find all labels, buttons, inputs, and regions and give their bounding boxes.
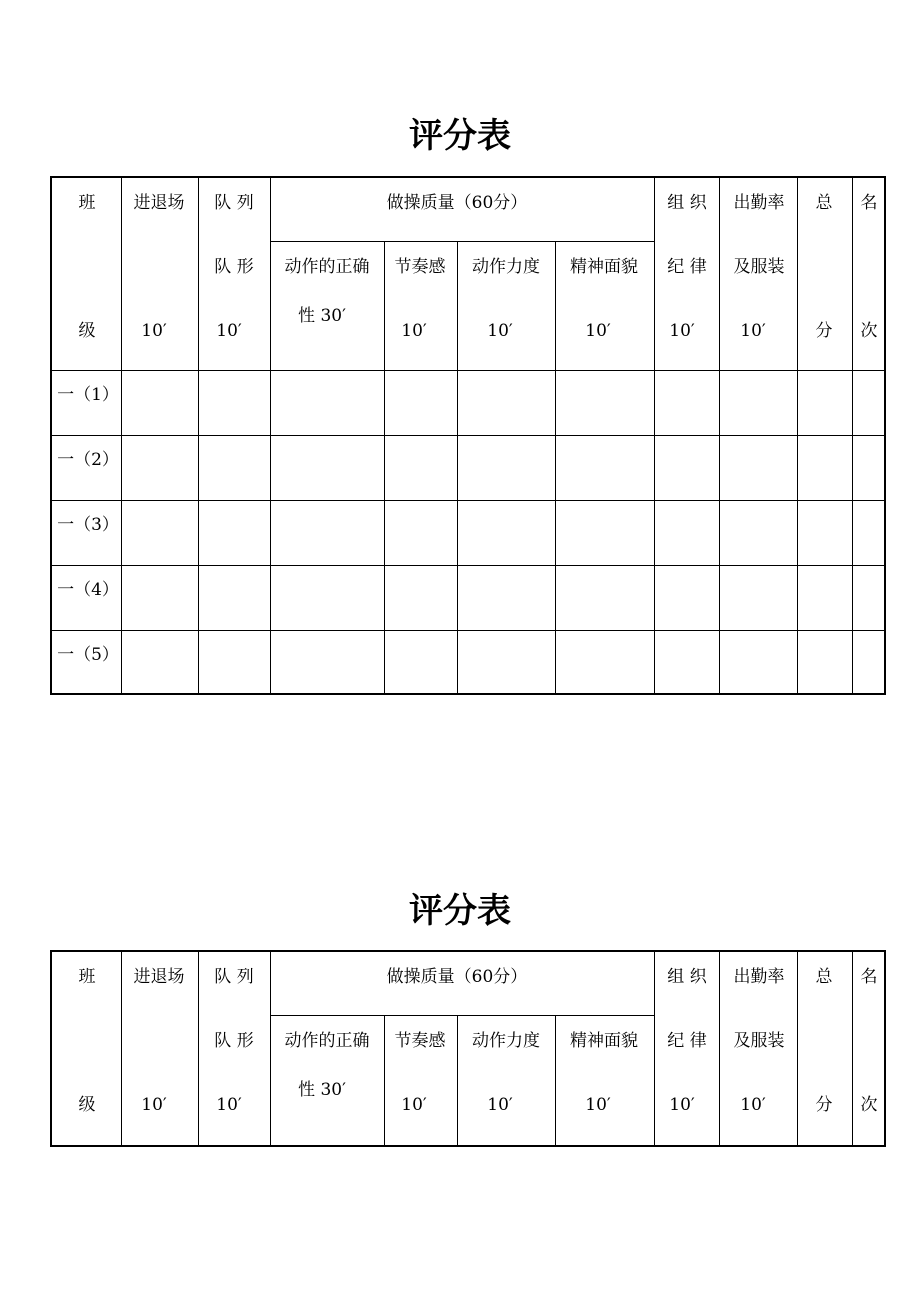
grid-line bbox=[52, 435, 884, 436]
header-formation-top: 队 列 bbox=[214, 967, 254, 987]
header-correctness-score: 性 30′ bbox=[298, 306, 346, 326]
grid-line bbox=[555, 242, 556, 693]
header-rhythm: 节奏感 bbox=[394, 257, 446, 277]
header-spirit: 精神面貌 bbox=[570, 1031, 638, 1051]
header-discipline-mid: 纪 律 bbox=[667, 1031, 707, 1051]
header-formation-score: 10′ bbox=[216, 1095, 242, 1115]
grid-line bbox=[52, 630, 884, 631]
header-strength: 动作力度 bbox=[472, 1031, 540, 1051]
grid-line bbox=[555, 1016, 556, 1145]
row-class-label: 一（2） bbox=[57, 450, 119, 470]
header-class-bottom: 级 bbox=[78, 321, 96, 341]
header-formation-top: 队 列 bbox=[214, 193, 254, 213]
header-attendance-score: 10′ bbox=[740, 1095, 766, 1115]
grid-line bbox=[270, 1015, 654, 1016]
header-correctness: 动作的正确 bbox=[284, 257, 370, 277]
header-strength-score: 10′ bbox=[487, 321, 513, 341]
header-entry-exit: 进退场 bbox=[133, 967, 185, 987]
header-rank-top: 名 bbox=[860, 967, 878, 987]
header-total-bottom: 分 bbox=[815, 321, 833, 341]
header-rank-bottom: 次 bbox=[860, 321, 878, 341]
header-strength: 动作力度 bbox=[472, 257, 540, 277]
header-rank-bottom: 次 bbox=[860, 1095, 878, 1115]
grid-line bbox=[719, 952, 720, 1145]
header-correctness: 动作的正确 bbox=[284, 1031, 370, 1051]
header-discipline-mid: 纪 律 bbox=[667, 257, 707, 277]
header-spirit: 精神面貌 bbox=[570, 257, 638, 277]
grid-line bbox=[270, 241, 654, 242]
header-rhythm-score: 10′ bbox=[401, 1095, 427, 1115]
grid-line bbox=[121, 952, 122, 1145]
header-quality: 做操质量（60分） bbox=[386, 967, 528, 987]
header-rhythm: 节奏感 bbox=[394, 1031, 446, 1051]
header-discipline-score: 10′ bbox=[669, 321, 695, 341]
header-formation-score: 10′ bbox=[216, 321, 242, 341]
header-correctness-score: 性 30′ bbox=[298, 1080, 346, 1100]
header-discipline-top: 组 织 bbox=[667, 193, 707, 213]
grid-line bbox=[52, 370, 884, 371]
grid-line bbox=[384, 242, 385, 693]
header-entry-exit: 进退场 bbox=[133, 193, 185, 213]
row-class-label: 一（3） bbox=[57, 515, 119, 535]
header-class-bottom: 级 bbox=[78, 1095, 96, 1115]
row-class-label: 一（1） bbox=[57, 385, 119, 405]
header-attendance-mid: 及服装 bbox=[733, 1031, 785, 1051]
grid-line bbox=[797, 952, 798, 1145]
header-attendance-score: 10′ bbox=[740, 321, 766, 341]
header-total-top: 总 bbox=[815, 193, 833, 213]
grid-line bbox=[384, 1016, 385, 1145]
header-total-bottom: 分 bbox=[815, 1095, 833, 1115]
row-class-label: 一（5） bbox=[57, 645, 119, 665]
row-class-label: 一（4） bbox=[57, 580, 119, 600]
table-2-title: 评分表 bbox=[409, 891, 511, 931]
header-discipline-score: 10′ bbox=[669, 1095, 695, 1115]
header-class-top: 班 bbox=[78, 193, 96, 213]
header-attendance-mid: 及服装 bbox=[733, 257, 785, 277]
grid-line bbox=[52, 500, 884, 501]
header-discipline-top: 组 织 bbox=[667, 967, 707, 987]
header-rhythm-score: 10′ bbox=[401, 321, 427, 341]
grid-line bbox=[852, 952, 853, 1145]
grid-line bbox=[654, 952, 655, 1145]
header-class-top: 班 bbox=[78, 967, 96, 987]
header-formation-mid: 队 形 bbox=[214, 257, 254, 277]
header-spirit-score: 10′ bbox=[585, 321, 611, 341]
grid-line bbox=[52, 565, 884, 566]
header-entry-exit-score: 10′ bbox=[141, 1095, 167, 1115]
header-entry-exit-score: 10′ bbox=[141, 321, 167, 341]
header-attendance-top: 出勤率 bbox=[733, 967, 785, 987]
header-strength-score: 10′ bbox=[487, 1095, 513, 1115]
grid-line bbox=[270, 952, 271, 1145]
score-table-2 bbox=[50, 950, 886, 1147]
score-table-1 bbox=[50, 176, 886, 695]
table-1-title: 评分表 bbox=[409, 116, 511, 156]
grid-line bbox=[457, 242, 458, 693]
header-quality: 做操质量（60分） bbox=[386, 193, 528, 213]
header-rank-top: 名 bbox=[860, 193, 878, 213]
header-total-top: 总 bbox=[815, 967, 833, 987]
header-attendance-top: 出勤率 bbox=[733, 193, 785, 213]
header-formation-mid: 队 形 bbox=[214, 1031, 254, 1051]
grid-line bbox=[198, 952, 199, 1145]
header-spirit-score: 10′ bbox=[585, 1095, 611, 1115]
grid-line bbox=[457, 1016, 458, 1145]
